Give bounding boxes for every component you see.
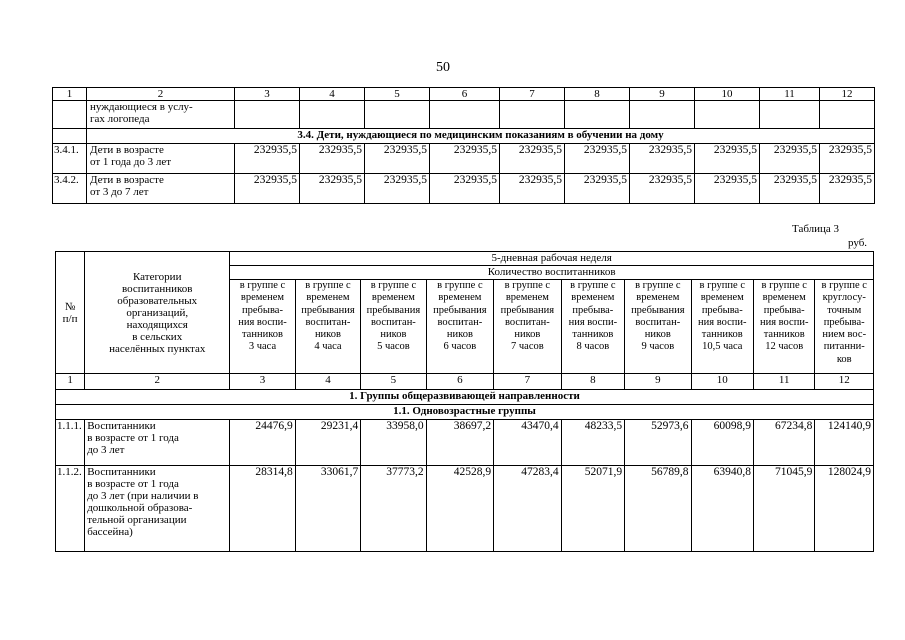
column-header: в группе с временем пребыва- ния воспи- танников 10,5 часа — [691, 280, 753, 374]
col-number: 9 — [630, 88, 695, 101]
cell-value: 48233,5 — [561, 420, 624, 466]
row-number: 3.4.2. — [53, 174, 87, 204]
col-number: 4 — [300, 88, 365, 101]
row-label: Дети в возрасте от 3 до 7 лет — [87, 174, 235, 204]
cell-value: 128024,9 — [815, 466, 874, 552]
cell-value: 232935,5 — [235, 174, 300, 204]
cell-value: 232935,5 — [235, 144, 300, 174]
cell-value: 52071,9 — [561, 466, 624, 552]
col-number: 8 — [561, 374, 624, 390]
cell-value: 232935,5 — [820, 144, 875, 174]
table-caption: Таблица 3 — [792, 223, 840, 235]
cell-value: 47283,4 — [494, 466, 561, 552]
cell-value: 232935,5 — [500, 144, 565, 174]
row-label: Дети в возрасте от 1 года до 3 лет — [87, 144, 235, 174]
cell-value: 232935,5 — [430, 174, 500, 204]
col-number: 1 — [53, 88, 87, 101]
cell-value: 232935,5 — [565, 144, 630, 174]
col-number: 12 — [820, 88, 875, 101]
col-number: 5 — [365, 88, 430, 101]
col-number: 8 — [565, 88, 630, 101]
header-row — [56, 252, 874, 266]
cell-value: 28314,8 — [230, 466, 295, 552]
subsection-title: 1.1. Одновозрастные группы — [56, 405, 874, 420]
col-number: 4 — [295, 374, 360, 390]
column-header: в группе с временем пребыва- ния воспи- танников 12 часов — [753, 280, 814, 374]
cell-value: 124140,9 — [815, 420, 874, 466]
table-row — [56, 420, 874, 466]
table-row — [53, 144, 875, 174]
rates-table — [55, 251, 874, 552]
cell-value: 43470,4 — [494, 420, 561, 466]
row-label: Воспитанники в возрасте от 1 года до 3 лет (при наличии в дошкольной образова- тельной организации бассейна) — [85, 466, 230, 552]
cell-value: 56789,8 — [625, 466, 691, 552]
cell-value: 232935,5 — [630, 144, 695, 174]
cell-value: 33958,0 — [361, 420, 426, 466]
cell-value: 232935,5 — [300, 174, 365, 204]
col-number: 6 — [430, 88, 500, 101]
cell-value: 232935,5 — [695, 174, 760, 204]
col-number: 10 — [695, 88, 760, 101]
col-number: 7 — [500, 88, 565, 101]
col-number: 3 — [235, 88, 300, 101]
subgroup-header: Количество воспитанников — [230, 266, 874, 280]
row-label: нуждающиеся в услу- гах логопеда — [87, 101, 235, 129]
col-number: 11 — [760, 88, 820, 101]
cell-value: 67234,8 — [753, 420, 814, 466]
cell-value: 232935,5 — [365, 144, 430, 174]
page-number: 50 — [436, 60, 450, 75]
table-row — [53, 174, 875, 204]
cell-value: 33061,7 — [295, 466, 360, 552]
cell-value: 37773,2 — [361, 466, 426, 552]
cell-value: 232935,5 — [430, 144, 500, 174]
section-row — [56, 405, 874, 420]
cell-value: 232935,5 — [500, 174, 565, 204]
column-header: в группе с временем пребыва- ния воспи- танников 3 часа — [230, 280, 295, 374]
header-number-row — [53, 88, 875, 101]
col-number: 11 — [753, 374, 814, 390]
column-header: в группе с временем пребывания воспитан- ников 7 часов — [494, 280, 561, 374]
column-header: в группе с временем пребывания воспитан- ников 4 часа — [295, 280, 360, 374]
cell-value: 232935,5 — [300, 144, 365, 174]
column-header: в группе с временем пребыва- ния воспи- танников 8 часов — [561, 280, 624, 374]
col-number: 1 — [56, 374, 85, 390]
cell-value: 232935,5 — [760, 174, 820, 204]
cell-value: 63940,8 — [691, 466, 753, 552]
section-title: 1. Группы общеразвивающей направленности — [56, 390, 874, 405]
cell-value: 232935,5 — [630, 174, 695, 204]
column-header: в группе с круглосу- точным пребыва- нием вос- питанни- ков — [815, 280, 874, 374]
col-number: 3 — [230, 374, 295, 390]
column-header: в группе с временем пребывания воспитан- ников 9 часов — [625, 280, 691, 374]
col-number: 2 — [87, 88, 235, 101]
table-row — [56, 466, 874, 552]
row-number: 1.1.1. — [56, 420, 85, 466]
col-number: 6 — [426, 374, 493, 390]
header-number-row — [56, 374, 874, 390]
cell-value: 71045,9 — [753, 466, 814, 552]
section-row — [53, 129, 875, 144]
cell-value: 232935,5 — [365, 174, 430, 204]
col-number: 12 — [815, 374, 874, 390]
currency-label: руб. — [848, 237, 868, 249]
col-number: 2 — [85, 374, 230, 390]
cell-value: 232935,5 — [760, 144, 820, 174]
cell-value: 232935,5 — [820, 174, 875, 204]
continued-table — [52, 87, 875, 204]
cell-value: 60098,9 — [691, 420, 753, 466]
row-label: Воспитанники в возрасте от 1 года до 3 лет — [85, 420, 230, 466]
col-number: 9 — [625, 374, 691, 390]
column-header-number: № п/п — [56, 252, 85, 374]
table-row — [53, 101, 875, 129]
row-number: 1.1.2. — [56, 466, 85, 552]
cell-value: 38697,2 — [426, 420, 493, 466]
cell-value: 42528,9 — [426, 466, 493, 552]
section-title: 3.4. Дети, нуждающиеся по медицинским показаниям в обучении на дому — [87, 129, 875, 144]
col-number: 7 — [494, 374, 561, 390]
column-header: в группе с временем пребывания воспитан- ников 6 часов — [426, 280, 493, 374]
cell-value: 24476,9 — [230, 420, 295, 466]
col-number: 5 — [361, 374, 426, 390]
column-header-category: Категории воспитанников образовательных организаций, находящихся в сельских населённых пунктах — [85, 252, 230, 374]
column-header: в группе с временем пребывания воспитан- ников 5 часов — [361, 280, 426, 374]
group-header: 5-дневная рабочая неделя — [230, 252, 874, 266]
cell-value: 232935,5 — [695, 144, 760, 174]
cell-value: 52973,6 — [625, 420, 691, 466]
cell-value: 232935,5 — [565, 174, 630, 204]
col-number: 10 — [691, 374, 753, 390]
row-number: 3.4.1. — [53, 144, 87, 174]
cell-value: 29231,4 — [295, 420, 360, 466]
section-row — [56, 390, 874, 405]
